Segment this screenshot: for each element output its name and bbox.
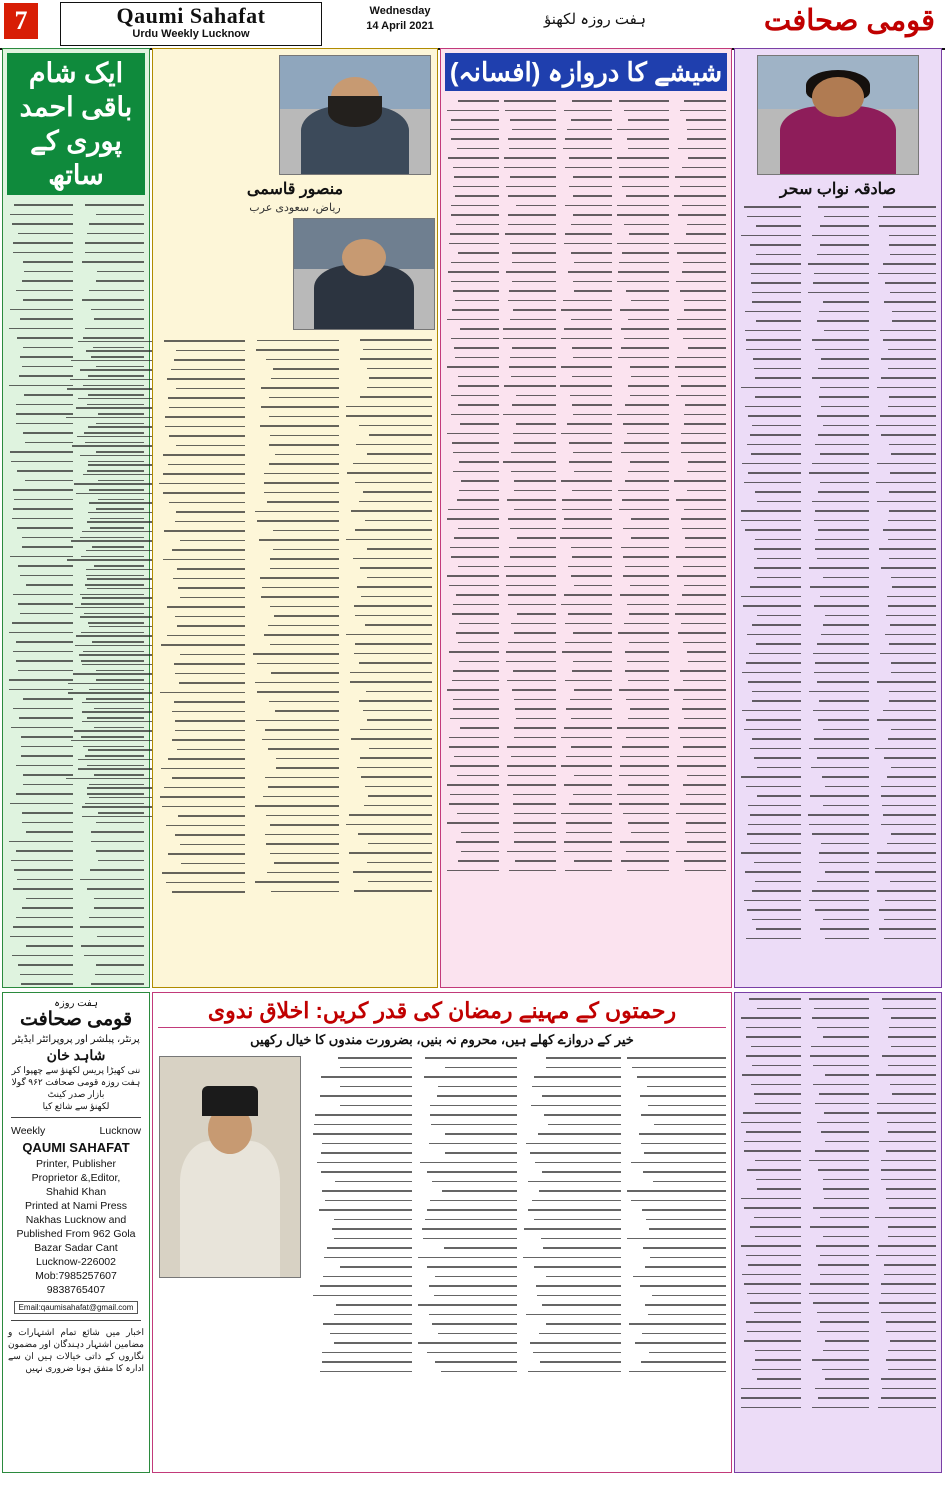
masthead-title-en: Qaumi Sahafat: [116, 3, 266, 28]
imprint-line-6: Published From 962 Gola: [16, 1228, 136, 1240]
right-continuation-body: [735, 993, 941, 1467]
article-column-second: [152, 48, 438, 988]
imprint-name-urdu: شاہد خان: [46, 1047, 106, 1063]
imprint-address-urdu: ہفت روزہ قومی صحافت ۹۶۲ گولا بازار صدر کینٹ: [11, 1077, 141, 1099]
imprint-title-urdu: قومی صحافت: [19, 1009, 133, 1030]
article-column-right: [734, 48, 942, 988]
imprint-line-4: Printed at Nami Press: [24, 1200, 128, 1212]
right-article-author: صادقہ نواب سحر: [779, 181, 897, 198]
center-article-body: [441, 95, 731, 969]
imprint-line-5: Nakhas Lucknow and: [25, 1214, 127, 1226]
imprint-role-urdu: پرنٹر، پبلشر اور پروپرائٹر ایڈیٹر: [12, 1034, 140, 1045]
imprint-mobile-2: 9838765407: [46, 1284, 106, 1296]
feature-body: [307, 1052, 731, 1486]
masthead-urdu-title: قومی صحافت: [763, 5, 935, 37]
maulana-photo: [159, 1056, 301, 1278]
imprint-box: [2, 992, 150, 1473]
right-article-body: [735, 201, 941, 975]
second-article-byline: منصور قاسمی: [246, 181, 344, 198]
center-article-headline: شیشے کا دروازہ (افسانہ): [445, 53, 727, 91]
imprint-weekly-en: Weekly: [11, 1125, 46, 1137]
left-article-headline: ایک شام باقی احمد پوری کے ساتھ: [7, 53, 145, 195]
masthead-title-box: [60, 2, 322, 46]
imprint-line-1: Printer, Publisher: [36, 1158, 116, 1170]
feature-subheadline: خیر کے دروازے کھلے ہیں، محروم نہ بنیں، بضرورت مندوں کا خیال رکھیں: [250, 1032, 634, 1047]
imprint-disclaimer: اخبار میں شائع تمام اشتہارات و مضامین اشتہار دہندگان اور مضمون نگاروں کے ذاتی خیالات ہیں ان سے ادارہ کا متفق ہونا ضروری نہیں: [8, 1327, 144, 1373]
main-content-band: [0, 48, 945, 988]
feature-article: [152, 992, 732, 1473]
article-column-center: [440, 48, 732, 988]
imprint-divider: [11, 1117, 141, 1118]
imprint-line-2: Proprietor &,Editor,: [31, 1172, 121, 1184]
feature-headline: رحمتوں کے مہینے رمضان کی قدر کریں: اخلاق ندوی: [207, 998, 677, 1023]
imprint-divider-2: [11, 1320, 141, 1321]
author-photo: [757, 55, 919, 175]
masthead-date: [340, 4, 460, 34]
masthead-date-value: 14 April 2021: [366, 20, 434, 32]
speaker-photo: [293, 218, 435, 330]
imprint-weekly-urdu: ہفت روزہ: [54, 998, 98, 1009]
masthead-urdu-subtitle: ہفت روزہ لکھنؤ: [543, 11, 646, 28]
masthead: [0, 0, 945, 50]
masthead-subtitle-en: Urdu Weekly Lucknow: [132, 28, 250, 40]
feature-divider: [158, 1027, 726, 1028]
imprint-email[interactable]: Email:qaumisahafat@gmail.com: [14, 1301, 139, 1314]
imprint-from-urdu: لکھنؤ سے شائع کیا: [42, 1101, 110, 1111]
imprint-city-en: Lucknow: [99, 1125, 141, 1137]
imprint-line-8: Lucknow-226002: [36, 1256, 116, 1268]
second-article-body: [153, 334, 437, 898]
imprint-mobile-1: Mob:7985257607: [35, 1270, 117, 1282]
scholar-photo: [279, 55, 431, 175]
imprint-line-7: Bazar Sadar Cant: [34, 1242, 118, 1254]
imprint-press-urdu: ننی کھیڑا پریس لکھنؤ سے چھپوا کر: [11, 1065, 141, 1075]
page-number: 7: [4, 3, 38, 39]
right-column-continuation: [734, 992, 942, 1473]
masthead-day: Wednesday: [369, 5, 431, 17]
imprint-title-en: QAUMI SAHAFAT: [22, 1140, 130, 1155]
imprint-line-3: Shahid Khan: [45, 1186, 107, 1198]
bottom-band: [0, 992, 945, 1475]
second-article-byline-sub: ریاض، سعودی عرب: [249, 202, 341, 214]
